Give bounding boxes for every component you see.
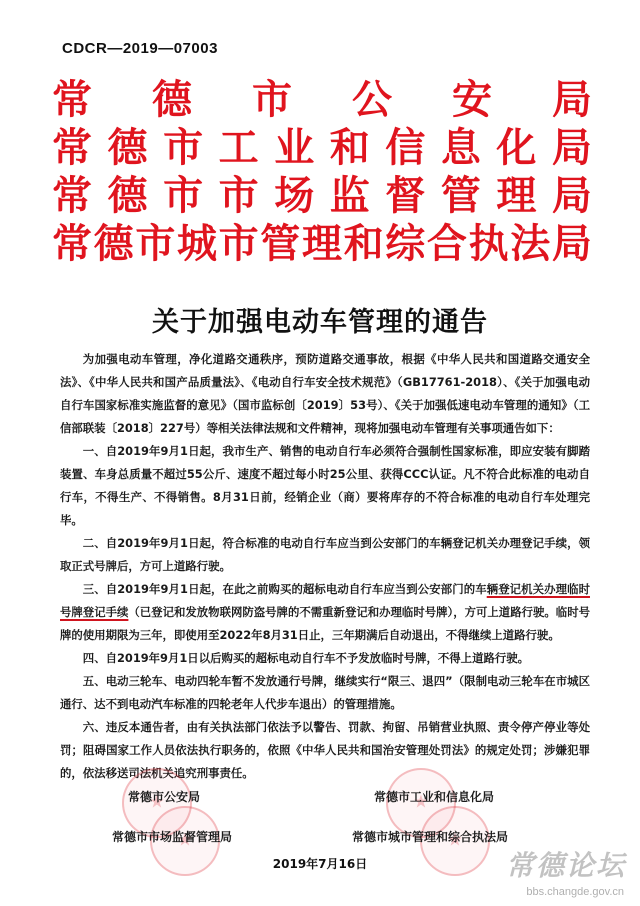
issuer-char: 综: [385, 220, 426, 267]
issuer-char: 理: [301, 220, 342, 267]
issuer-char: 市: [163, 124, 204, 171]
issuer-char: 监: [329, 172, 370, 219]
issuer-char: 和: [329, 124, 370, 171]
issuer-char: 市: [252, 76, 292, 123]
issuer-char: 德: [107, 124, 148, 171]
issuer-char: 德: [107, 172, 148, 219]
issuer-char: 市: [135, 220, 176, 267]
issuer-char: 常: [52, 172, 92, 219]
paragraph-item-3: [60, 578, 590, 647]
issuer-char: 常: [52, 76, 92, 123]
issuer-char: 工: [218, 124, 259, 171]
issuer-char: 场: [274, 172, 315, 219]
item-3-part-c: （已登记和发放物联网防盗号牌的不需重新登记和办理临时号牌），方可上道路行驶。临时号牌的使用期限为三年，即使用至2022年8月31日止，三年期满后自动退出，不得继续上道路行驶。: [60, 605, 590, 642]
issuer-char: 执: [468, 220, 509, 267]
issuer-char: 常: [52, 220, 92, 267]
issuer-char: 城: [176, 220, 217, 267]
document-number: CDCR—2019—07003: [62, 40, 218, 57]
notice-body: [60, 348, 590, 785]
forum-watermark: 常德论坛: [505, 849, 626, 882]
issuer-char: 息: [440, 124, 481, 171]
item-3-highlight: 辆登记机关办理临时号牌登记手续: [60, 582, 590, 619]
issuer-char: 公: [352, 76, 392, 123]
forum-watermark-url: bbs.changde.gov.cn: [526, 886, 624, 898]
issuer-market-supervision: [52, 172, 592, 220]
paragraph-item-6: 六、违反本通告者，由有关执法部门依法予以警告、罚款、拘留、吊销营业执照、责令停产停业等处罚；阻碍国家工作人员依法执行职务的，依照《中华人民共和国治安管理处罚法》的规定处罚；涉嫌犯罪的，依法移送司法机关追究刑事责任。: [60, 720, 590, 780]
issuer-char: 业: [274, 124, 315, 171]
issuer-char: 市: [218, 220, 259, 267]
paragraph-item-1: 一、自2019年9月1日起，我市生产、销售的电动自行车必须符合强制性国家标准，即应安装有脚踏装置、车身总质量不超过55公斤、速度不超过每小时25公里、获得CCC认证。凡不符合此标准的电动自行车，不得生产、不得销售。8月31日前，经销企业（商）要将库存的不符合标准的电动自行车处理完毕。: [60, 444, 590, 527]
issuer-char: 合: [426, 220, 467, 267]
issuer-industry-it: [52, 124, 592, 172]
paragraph-item-2: 二、自2019年9月1日起，符合标准的电动自行车应当到公安部门的车辆登记机关办理登记手续，领取正式号牌后，方可上道路行驶。: [60, 536, 590, 573]
issuer-char: 和: [343, 220, 384, 267]
issuer-char: 局: [551, 220, 592, 267]
paragraph-item-5: 五、电动三轮车、电动四轮车暂不发放通行号牌，继续实行“限三、退四”（限制电动三轮车在市城区通行、达不到电动汽车标准的四轮老年人代步车退出）的管理措施。: [60, 674, 590, 711]
signature-industry-it: 常德市工业和信息化局: [374, 790, 495, 804]
issuer-char: 督: [385, 172, 426, 219]
issuer-char: 法: [510, 220, 551, 267]
signature-urban-management: 常德市城市管理和综合执法局: [352, 830, 509, 844]
notice-title: 关于加强电动车管理的通告: [152, 307, 488, 338]
issuer-public-security: [52, 76, 592, 124]
issuer-char: 常: [52, 124, 92, 171]
issuer-char: 市: [163, 172, 204, 219]
issuer-char: 管: [440, 172, 481, 219]
signature-public-security: 常德市公安局: [128, 790, 201, 804]
issuer-char: 局: [552, 76, 592, 123]
signature-market-supervision: 常德市市场监督管理局: [112, 830, 233, 844]
issuer-urban-management: [52, 220, 592, 268]
paragraph-intro: 为加强电动车管理，净化道路交通秩序，预防道路交通事故，根据《中华人民共和国道路交通安全法》、《中华人民共和国产品质量法》、《电动自行车安全技术规范》（GB17761-2018）、《关于加强电动自行车国家标准实施监督的意见》（国市监标创〔2019〕53号）、《关于加强低速电动车管理的通知》（工信部联装〔2018〕227号）等相关法律法规和文件精神，现将加强电动车管理有关事项通告如下：: [60, 352, 590, 435]
issuer-char: 信: [385, 124, 426, 171]
issuer-char: 管: [260, 220, 301, 267]
issuer-char: 理: [496, 172, 537, 219]
issuer-char: 安: [452, 76, 492, 123]
issuer-char: 市: [218, 172, 259, 219]
issuer-char: 德: [93, 220, 134, 267]
issuer-char: 局: [551, 172, 592, 219]
issuing-agencies: [52, 76, 592, 268]
issuer-char: 德: [152, 76, 192, 123]
item-3-part-a: 三、自2019年9月1日起，在此之前购买的超标电动自行车应当到公安部门的车: [82, 582, 487, 596]
issuer-char: 化: [496, 124, 537, 171]
issuer-char: 局: [551, 124, 592, 171]
paragraph-item-4: 四、自2019年9月1日以后购买的超标电动自行车不予发放临时号牌，不得上道路行驶。: [82, 651, 530, 665]
issue-date: 2019年7月16日: [272, 857, 368, 871]
